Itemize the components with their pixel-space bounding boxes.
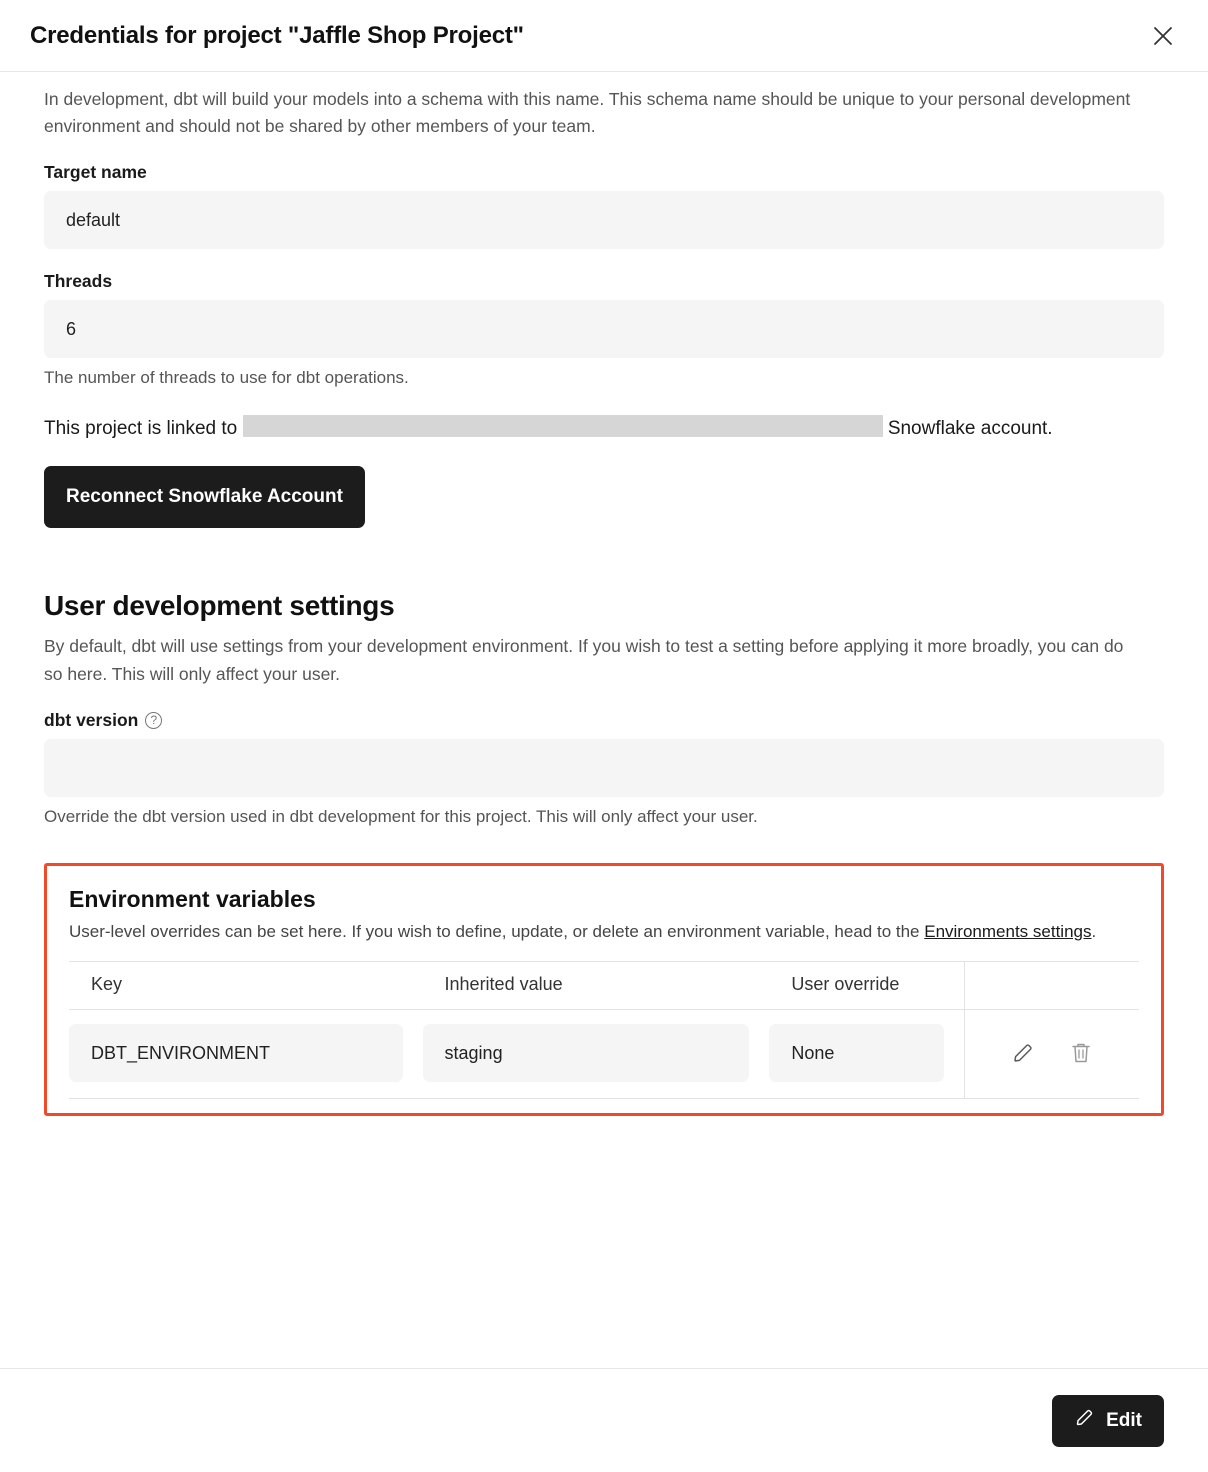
dbt-version-note: Override the dbt version used in dbt development for this project. This will only affect your user. [44, 806, 758, 826]
dbt-version-label [44, 710, 1164, 731]
table-header-row [69, 962, 1139, 1010]
env-desc-before: User-level overrides can be set here. If you wish to define, update, or delete an environment variable, head to the [69, 921, 925, 941]
environment-variables-table [69, 961, 1139, 1099]
pencil-icon [1074, 1407, 1095, 1434]
environment-variables-description [69, 919, 1139, 945]
pencil-icon[interactable] [1010, 1040, 1036, 1066]
cell-key [69, 1010, 423, 1099]
linked-account-prefix: This project is linked to [44, 418, 238, 440]
close-icon[interactable] [1146, 19, 1180, 53]
redacted-account-name [243, 415, 883, 437]
env-var-user-override: None [769, 1024, 943, 1082]
schema-helper-text: In development, dbt will build your models into a schema with this name. This schema name should be unique to your personal development environment and should not be shared by other members of your team. [44, 89, 1131, 137]
column-header-inherited-value: Inherited value [423, 962, 770, 1010]
column-header-actions [964, 962, 1139, 1010]
reconnect-snowflake-button[interactable]: Reconnect Snowflake Account [44, 466, 365, 528]
linked-account-suffix: Snowflake account. [887, 418, 1053, 440]
target-name-field[interactable]: default [44, 191, 1164, 249]
modal-body [0, 72, 1208, 1368]
question-mark-icon[interactable]: ? [145, 712, 162, 729]
env-desc-after: . [1091, 921, 1097, 941]
user-development-settings-title: User development settings [44, 589, 395, 621]
modal-footer [0, 1368, 1208, 1472]
cell-actions [964, 1010, 1139, 1099]
threads-field[interactable]: 6 [44, 300, 1164, 358]
edit-button[interactable] [1052, 1395, 1164, 1447]
cell-inherited-value [423, 1010, 770, 1099]
trash-icon[interactable] [1068, 1040, 1094, 1066]
edit-button-label: Edit [1106, 1409, 1142, 1431]
threads-note: The number of threads to use for dbt operations. [44, 368, 409, 388]
modal-header [0, 0, 1208, 72]
user-development-settings-description: By default, dbt will use settings from your development environment. If you wish to test a setting before applying it more broadly, you can do so here. This will only affect your user. [44, 635, 1124, 684]
dbt-version-field[interactable] [44, 739, 1164, 797]
environment-variables-section [44, 863, 1164, 1116]
environment-variables-title: Environment variables [69, 885, 316, 912]
target-name-label: Target name [44, 162, 147, 183]
column-header-key: Key [69, 962, 423, 1010]
cell-user-override [769, 1010, 964, 1099]
page-title: Credentials for project "Jaffle Shop Project" [30, 21, 524, 49]
threads-label: Threads [44, 271, 113, 292]
row-action-icons [965, 1040, 1139, 1066]
table-row [69, 1010, 1139, 1099]
column-header-user-override: User override [769, 962, 964, 1010]
env-var-inherited-value: staging [423, 1024, 750, 1082]
dbt-version-label-text: dbt version [44, 709, 139, 730]
environments-settings-link[interactable]: Environments settings [924, 921, 1092, 941]
linked-account-text [44, 414, 1134, 443]
env-var-key: DBT_ENVIRONMENT [69, 1024, 403, 1082]
